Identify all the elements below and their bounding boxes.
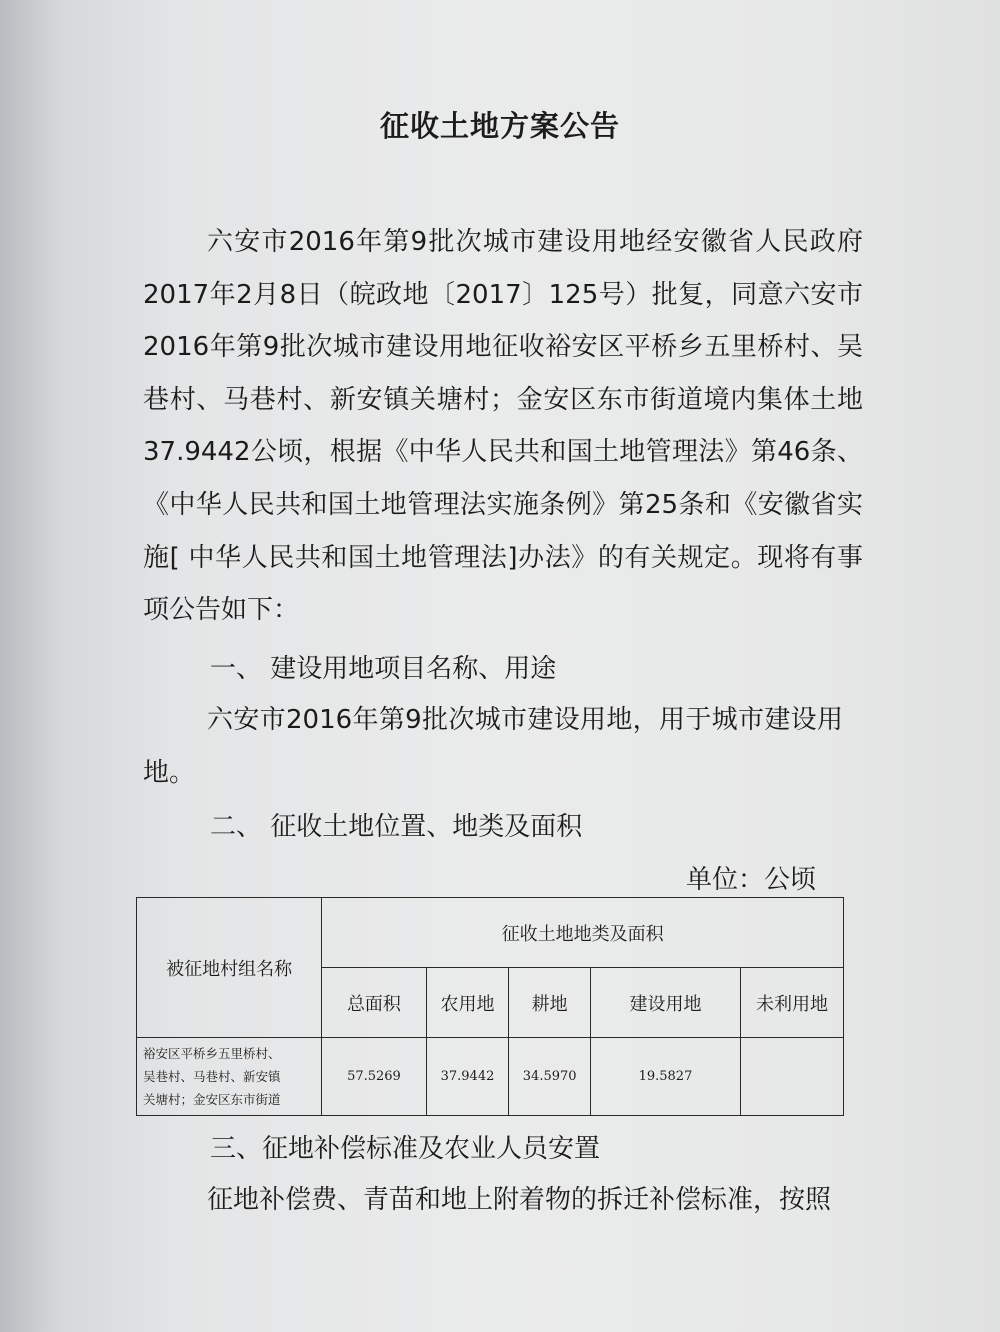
intro-paragraph: 六安市2016年第9批次城市建设用地经安徽省人民政府2017年2月8日（皖政地〔2017〕125号）批复，同意六安市2016年第9批次城市建设用地征收裕安区平桥乡五里桥村、吴巷村、马巷村、新安镇关塘村；金安区东市街道境内集体土地37.9442公顷，根据《中华人民共和国土地管理法》第46条、《中华人民共和国土地管理法实施条例》第25条和《安徽省实施[ 中华人民共和国土地管理法]办法》的有关规定。现将有事项公告如下： <box>143 227 863 626</box>
table-row <box>137 1038 844 1116</box>
construction-land-value: 19.5827 <box>591 1038 741 1116</box>
cultivated-land-value: 34.5970 <box>509 1038 591 1116</box>
land-type-group-header: 征收土地地类及面积 <box>322 898 844 968</box>
unit-label: 单位：公顷 <box>686 865 817 895</box>
section-1-heading: 一、 建设用地项目名称、用途 <box>210 654 557 684</box>
village-name-header: 被征地村组名称 <box>137 898 322 1038</box>
section-2-heading: 二、 征收土地位置、地类及面积 <box>210 812 583 842</box>
col-header-construction-land: 建设用地 <box>591 968 741 1038</box>
agricultural-land-value: 37.9442 <box>426 1038 509 1116</box>
land-area-table <box>136 897 844 1116</box>
notice-title: 征收土地方案公告 <box>379 109 620 143</box>
village-line: 吴巷村、马巷村、新安镇 <box>143 1069 281 1084</box>
col-header-unused-land: 未利用地 <box>740 968 843 1038</box>
col-header-total-area: 总面积 <box>322 968 426 1038</box>
col-header-agricultural-land: 农用地 <box>426 968 509 1038</box>
section-1-body: 六安市2016年第9批次城市建设用地，用于城市建设用地。 <box>143 705 843 788</box>
section-3-body: 征地补偿费、青苗和地上附着物的拆迁补偿标准，按照 <box>207 1185 832 1215</box>
village-name-cell <box>137 1038 322 1116</box>
village-line: 裕安区平桥乡五里桥村、 <box>143 1046 281 1061</box>
unused-land-value <box>740 1038 843 1116</box>
village-line: 关塘村；金安区东市街道 <box>143 1092 281 1107</box>
col-header-cultivated-land: 耕地 <box>509 968 591 1038</box>
total-area-value: 57.5269 <box>322 1038 426 1116</box>
section-3-heading: 三、征地补偿标准及农业人员安置 <box>210 1134 601 1164</box>
